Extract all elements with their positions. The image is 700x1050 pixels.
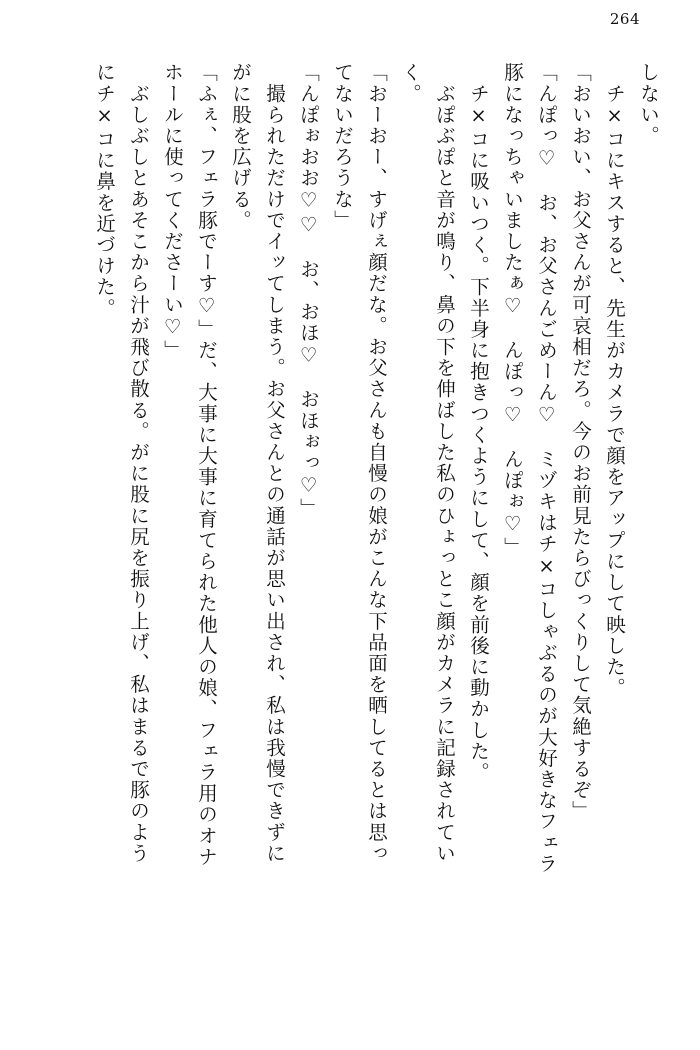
text-line: 「おいおい、お父さんが可哀相だろ。今のお前見たらびっくりして気絶するぞ」 — [569, 62, 592, 822]
text-line: ホールに使ってくださーい♡」 — [161, 62, 184, 361]
page-number: 264 — [609, 10, 640, 28]
text-line: 「おーおー、すげぇ顔だな。お父さんも自慢の娘がこんな下品面を晒してるとは思っ — [365, 62, 388, 864]
text-line: ぶぽぶぽと音が鳴り、鼻の下を伸ばした私のひょっとこ顔がカメラに記録されてい — [433, 62, 456, 864]
text-line: 「んぽっ♡ お、お父さんごめーん♡ ミヅキはチ×コしゃぶるのが大好きなフェラ — [535, 62, 558, 875]
text-line: 「んぽぉおお♡♡ お、おほ♡ おほぉっ♡」 — [297, 62, 320, 520]
text-line: チ×コに吸いつく。下半身に抱きつくようにして、顔を前後に動かした。 — [467, 62, 490, 783]
text-line: てないだろうな」 — [331, 62, 354, 231]
text-line: がに股を広げる。 — [229, 62, 252, 231]
text-line: ぶしぶしとあそこから汁が飛び散る。がに股に尻を振り上げ、私はまるで豚のよう — [127, 62, 150, 864]
text-line: チ×コにキスすると、先生がカメラで顔をアップにして映した。 — [603, 62, 626, 699]
text-line: 撮られただけでイッてしまう。お父さんとの通話が思い出され、私は我慢できずに — [263, 62, 286, 864]
text-line: 「ふぇ、フェラ豚でーす♡」だ、大事に大事に育てられた他人の娘、フェラ用のオナ — [195, 62, 218, 868]
text-line: しない。 — [637, 62, 660, 147]
text-line: く。 — [399, 62, 422, 105]
text-line: にチ×コに鼻を近づけた。 — [93, 62, 116, 319]
text-line: 豚になっちゃいましたぁ♡ んぽっ♡ んぽぉ♡」 — [501, 62, 524, 558]
vertical-text-body — [42, 62, 658, 1012]
